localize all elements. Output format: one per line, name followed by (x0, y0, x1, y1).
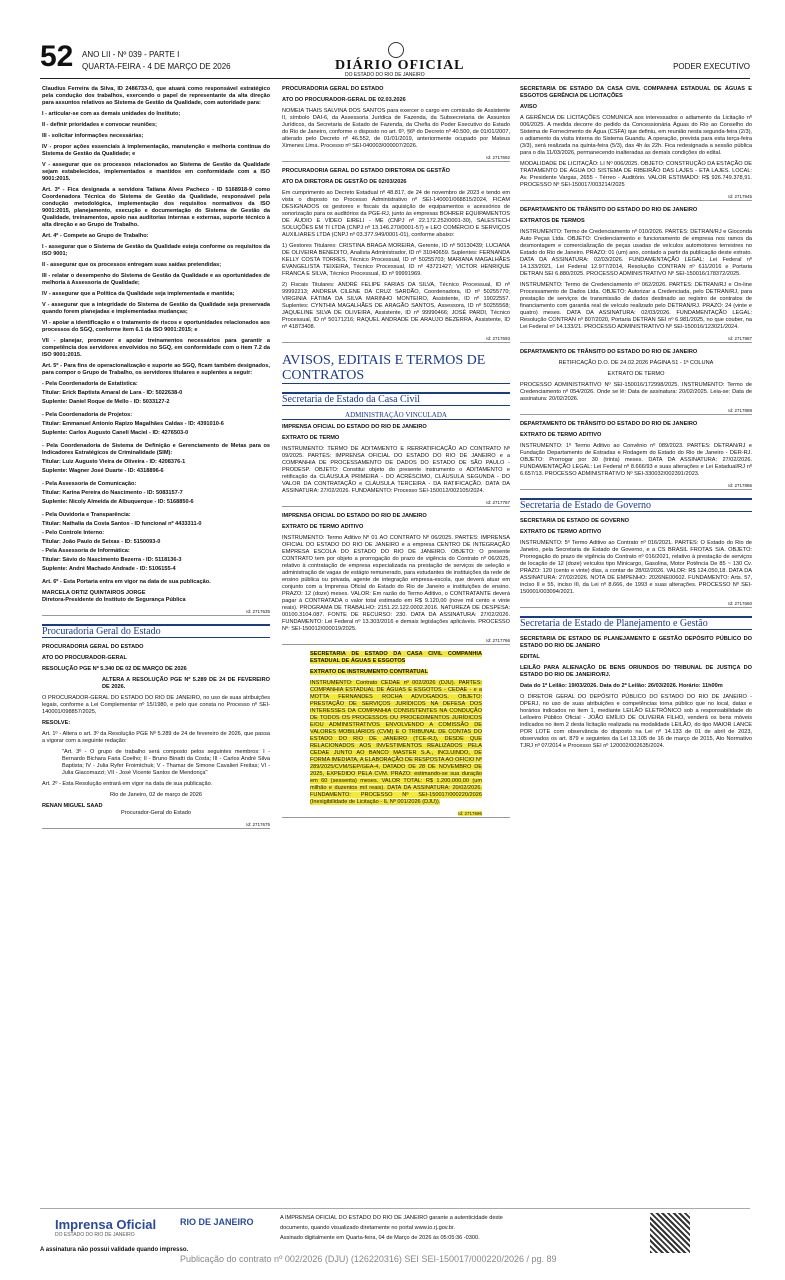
retification-note: RETIFICAÇÃO D.O. DE 24.02.2026 PÁGINA 51 - 1ª COLUNA (558, 360, 714, 366)
watermark-footer: Publicação do contrato nº 002/2026 (DJU) (126220316) SEI SEI-150017/000220/2026 / pg. 89 (180, 1254, 557, 1264)
column-1 (42, 86, 270, 835)
list-item: V - assegurar que os processos relacionados ao Sistema de Gestão da Qualidade sejam estabelecidos, implementados e mantidos em conformidade com a ISO 9001:2015. (42, 162, 270, 182)
imprensa-oficial-logo: Imprensa Oficial DO ESTADO DO RIO DE JANEIRO (55, 1217, 157, 1238)
suplente: Suplente: Wagner José Duarte - ID: 4318896-6 (42, 468, 164, 474)
body-text: INSTRUMENTO: Termo Aditivo Nº 01 AO CONTRATO Nº 06/2025. PARTES: IMPRENSA OFICIAL DO ESTADO DO RIO DE JANEIRO e a empresa CENTRO DE INTEGRAÇÃO EMPRESA ESCOLA DO ESTADO DO RIO DE JANEIRO. OBJETO: O presente CONTRATO tem por objeto a prorrogação do prazo de vigência do Contrato nº 06/2025, relativo à contratação de empresa especializada na prestação de serviços de seleção e administração de vagas de estágio remunerado, para estudantes de instituições da rede de ensino pública ou privada, agente de integração empresa-escola, que deverá atuar em conjunto com a Imprensa Oficial do Estado do Rio de Janeiro e instituições de ensino. PRAZO: 12 (doze) meses. VALOR: Em razão do Termo Aditivo, o CONTRATANTE deverá pagar à CONTRATADA o valor total estimado em R$ 9.120,00 (nove mil cento e vinte reais). PROGRAMA DE TRABALHO: 2151.22.122.0002.2016. NATUREZA DE DESPESA: 00100.3104.087. FONTE DE RECURSO: 230. DATA DA ASSINATURA: 27/02/2026. FUNDAMENTO: Lei Federal nº 13.303/2016 e demais legislações aplicáveis. PROCESSO Nº: SEI-150012/000019/2025. (282, 535, 510, 632)
resolution-title: RESOLUÇÃO PGE Nº 5.340 DE 02 DE MARÇO DE 2026 (42, 666, 187, 672)
page-footer (40, 1208, 750, 1257)
suplente: Suplente: Nicoly Almeida de Albuquerque - ID: 5168850-6 (42, 499, 194, 505)
heading: DEPARTAMENTO DE TRÂNSITO DO ESTADO DO RIO DE JANEIRO (520, 349, 698, 355)
titular: Titular: João Paulo de Seixas - ID: 5150093-0 (42, 539, 161, 545)
list-item: III - relatar o desempenho do Sistema de Gestão da Qualidade e as oportunidades de melhoria à Assessoria de Qualidade; (42, 273, 270, 286)
group-title: - Pela Coordenadoria de Sistema de Definição e Gerenciamento de Metas para os Indicadores Estratégicos de Criminalidade (SIM): (42, 443, 270, 456)
section-heading: Procuradoria Geral do Estado (42, 624, 270, 638)
page-header (40, 40, 750, 79)
resolution-subject: ALTERA A RESOLUÇÃO PGE Nº 5.289 DE 24 DE FEVEREIRO DE 2026. (102, 677, 270, 690)
body-text: 1) Gestores Titulares: CRISTINA BRAGA MOREIRA, Gerente, ID nº 50130439; LUCIANA DE OLIVEIRA BENEDITO, Analista Administrador, ID nº 31040659. Suplentes: FERNANDA KELLY COSTA TORRES, Técnico Processual, ID nº 50255703; MARIANA MAGALHÃES EVANGELISTA TEIXEIRA, Técnico Processual, ID nº 43721427; VICTOR HENRIQUE FRANCA E SILVA, Técnico Processual, ID nº 99991969. (282, 243, 510, 277)
list-item: IV - assegurar que a Política da Qualidade seja implementada e mantida; (42, 291, 235, 297)
resolution-body: O PROCURADOR-GERAL DO ESTADO DO RIO DE JANEIRO, no uso de suas atribuições legais, conforme a Lei Complementar nº 15/1980, e pelo que consta no Processo nº SEI-140001/098857/2025, (42, 695, 270, 715)
body-text: INSTRUMENTO: 5º Termo Aditivo ao Contrato nº 016/2021. PARTES: O Estado do Rio de Janeiro, pela Secretaria de Estado de Governo, e a CS BRASIL FROTAS S/A. OBJETO: Prorrogação do prazo de vigência do Contrato nº 016/2021, relativo à prestação de serviços de locação de 12 (doze) veículos tipo Minicargo, Gasolina, Motor Potência De 85 ~ 130 Cv. PRAZO: 120 (cento e vinte) dias, a contar de 28/02/2026. VALOR: R$ 124.050,18. DATA DA ASSINATURA: 27/02/2026. NOTA DE EMPENHO: 2026NE00602. FUNDAMENTO: Arts. 57, inciso II e 55, inciso III, da Lei nº 8.666, de 1993 e suas alterações. PROCESSO Nº SEI-150001/003094/2021. (520, 540, 752, 595)
body-text: INSTRUMENTO: TERMO DE ADITAMENTO E RERRATIFICAÇÃO AO CONTRATO Nº 09/2025. PARTES: IMPRENSA OFICIAL DO ESTADO DO RIO DE JANEIRO e a COMPANHIA DE PROCESSAMENTO DE DADOS DO ESTADO DE SÃO PAULO - PRODESP. OBJETO: Constitui objeto do presente instrumento o ADITAMENTO e retificação da CLÁUSULA PRIMEIRA - DO ACRÉSCIMO, CLÁUSULA SEGUNDA - DO VALOR DA CONTRATAÇÃO e CLÁUSULA TERCEIRA - DA RATIFICAÇÃO. DATA DA ASSINATURA: 27/02/2026. FUNDAMENTO: Processo SEI-150012/002105/2024. (282, 446, 510, 494)
publication-id: Id: 2717660 (520, 600, 752, 608)
body-text: 2) Fiscais Titulares: ANDRÉ FELIPE FARIAS DA SILVA, Técnico Processual, ID nº 99992213; ANDREIA CILENE DA CRUZ SARDÃO, Coordenadora, ID nº 50255770; VIRGINIA FÁTIMA DA SILVA MARINHO MONTEIRO, Assistente, ID nº 19022557. Suplentes: CYNTHIA MAGALHÃES DE ARAGÃO SANTOS, Assessora, ID nº 50255568; JAQUELINE SILVA DE OLIVEIRA, Assistente, ID nº 99990466; JOSÉ PARDI, Técnico Processual, ID nº 50171216; RAQUEL ANDRADE DE ARAUJO BEZERRA, Assistente, ID nº 41873408. (282, 282, 510, 330)
list-item: V - assegurar que a integridade do Sistema de Gestão da Qualidade seja preservada quando forem planejadas e implementadas mudanças; (42, 302, 270, 315)
state-seal-icon (388, 42, 404, 58)
authenticity-notice: A IMPRENSA OFICIAL DO ESTADO DO RIO DE JANEIRO garante a autenticidade deste documento, quando visualizado diretamente no portal www.io.rj.gov.br. Assinado digitalmente em Quarta-feira, 04 de Março de 2026 às 05:05:36 -0300. (280, 1215, 503, 1241)
heading: DEPARTAMENTO DE TRÂNSITO DO ESTADO DO RIO DE JANEIRO (520, 421, 698, 427)
auction-dates: Data do 1º Leilão: 19/03/2026. Data do 2º Leilão: 26/03/2026. Horário: 11h00m (520, 683, 723, 689)
item-list-2 (42, 244, 270, 359)
publication-id: Id: 2717766 (282, 637, 510, 645)
highlighted-heading: EXTRATO DE INSTRUMENTO CONTRATUAL (310, 669, 428, 675)
column-3 (520, 86, 752, 754)
state-government-logo: RIO DE JANEIRO (180, 1217, 254, 1227)
heading: ATO DO PROCURADOR-GERAL DE 02.03.2026 (282, 97, 406, 103)
heading: IMPRENSA OFICIAL DO ESTADO DO RIO DE JANEIRO (282, 424, 427, 430)
resolve-label: RESOLVE: (42, 720, 71, 726)
column-2 (282, 86, 510, 824)
place-date: Rio de Janeiro, 02 de março de 2026 (109, 792, 203, 798)
publication-id: Id: 2717767 (282, 499, 510, 507)
art6-text: Art. 6º - Esta Portaria entra em vigor na data de sua publicação. (42, 579, 211, 585)
group-title: - Pelo Controle Interno: (42, 530, 105, 536)
signature: RENAN MIGUEL SAAD (42, 803, 103, 809)
group-title: - Pela Coordenadoria de Estatística: (42, 381, 138, 387)
group-title: - Pela Assessoria de Informática: (42, 548, 130, 554)
article-2: Art. 2º - Esta Resolução entrará em vigor na data de sua publicação. (42, 781, 213, 787)
signature-role: Diretora-Presidente do Instituto de Segurança Pública (42, 597, 186, 603)
heading: PROCURADORIA GERAL DO ESTADO (282, 86, 384, 92)
heading: SECRETARIA DE ESTADO DA CASA CIVIL COMPANHIA ESTADUAL DE ÁGUAS E ESGOTOS GERÊNCIA DE LICITAÇÕES (520, 86, 752, 99)
list-item: II - definir prioridades e convocar reuniões; (42, 122, 158, 128)
suplente: Suplente: Carlos Augusto Caneli Maciel - ID: 4276503-0 (42, 430, 189, 436)
publication-id: Id: 2717693 (282, 335, 510, 343)
publication-id: Id: 2717692 (282, 154, 510, 162)
edition-info: ANO LII - Nº 039 - PARTE I (82, 50, 180, 59)
heading: EXTRATO DE TERMO ADITIVO (282, 524, 364, 530)
titular: Titular: Emmanuel Antonio Rapizo Magalhães Caldas - ID: 4391010-6 (42, 421, 224, 427)
group-title: - Pela Ouvidoria e Transparência: (42, 512, 131, 518)
body-text: INSTRUMENTO: 1º Termo Aditivo ao Convênio nº 089/2023. PARTES: DETRAN/RJ e Fundação Departamento de Estradas e Rodagem do Estado do Rio de Janeiro - DER-RJ. OBJETO: Prorrogar por 30 (trinta) meses. DATA DA ASSINATURA: 27/02/2026. FUNDAMENTAÇÃO LEGAL: Lei Federal nº 8.666/93 e suas alterações e Lei Estadual/RJ nº 6.657/13. PROCESSO ADMINISTRATIVO Nº SEI-330032/002391/2023. (520, 443, 752, 477)
body-text: O DIRETOR GERAL DO DEPÓSITO PÚBLICO DO ESTADO DO RIO DE JANEIRO - DPERJ, no uso de suas atribuições e competências torna público que no local, datas e horários indicados no item 1, mediante LEILÃO ELETRÔNICO sob a responsabilidade do Leiloeiro Público Oficial - JOÃO EMÍLIO DE OLIVEIRA FILHO, venderá os bens móveis indicados no item 2 desta licitação realizada na modalidade LEILÃO, do tipo MAIOR LANCE POR LOTE com observância do disposto na Lei nº 14.133 de 01 de abril de 2023, observados os art. 879 e seguintes da Lei 13.105 de 16 de março de 2015, Ato Normativo TJRJ nº 07/2014 e Processo SEI nº 120002/002635/2024. (520, 694, 752, 749)
masthead-title: DIÁRIO OFICIAL (335, 58, 465, 73)
heading: PROCURADORIA GERAL DO ESTADO (42, 644, 144, 650)
publication-id: Id: 2717696 (282, 810, 510, 818)
item-list-1 (42, 111, 270, 183)
heading: ATO DO PROCURADOR-GERAL (42, 655, 127, 661)
publication-id: Id: 2717635 (42, 608, 270, 616)
list-item: II - assegurar que os processos entregam suas saídas pretendidas; (42, 262, 222, 268)
art4-text: Art. 4º - Compete ao Grupo de Trabalho: (42, 233, 149, 239)
masthead-subtitle: DO ESTADO DO RIO DE JANEIRO (345, 72, 425, 78)
titular: Titular: Luiz Augusto Vieira de Oliveira - ID: 4208376-1 (42, 459, 186, 465)
art3-text: Art. 3º - Fica designada a servidora Tatiana Alves Pacheco - ID 5168918-9 como Coordenadora Técnica do Sistema de Gestão da Qualidade, responsável pela condução metodológica, implementação dos requisitos normativos da ISO 9001:2015, planejamento, execução e documentação do Sistema de Gestão da Qualidade, treinamentos, apoio nas auditorias internas e externas, suporte técnico à alta direção e ao Grupo de Trabalho. (42, 187, 270, 228)
highlighted-heading: SECRETARIA DE ESTADO DA CASA CIVIL COMPANHIA ESTADUAL DE ÁGUAS E ESGOTOS (310, 651, 482, 664)
signature-role: Procurador-Geral do Estado (121, 810, 191, 816)
art5-text: Art. 5º - Para fins de operacionalização e suporte ao SGQ, ficam também designados, para compor o Grupo de Trabalho, os servidores titulares e suplentes a seguir: (42, 363, 270, 376)
heading: AVISO (520, 104, 537, 110)
section-heading: Secretaria de Estado de Planejamento e Gestão (520, 616, 752, 630)
heading: EXTRATO DE TERMO (607, 371, 665, 377)
subsection-heading: ADMINISTRAÇÃO VINCULADA (282, 412, 510, 420)
heading: LEILÃO PARA ALIENAÇÃO DE BENS ORIUNDOS DO TRIBUNAL DE JUSTIÇA DO ESTADO DO RIO DE JANEIRO/RJ. (520, 665, 752, 678)
suplente: Suplente: Daniel Roque de Mello - ID: 5033127-2 (42, 399, 170, 405)
quoted-article: "Art. 3º - O grupo de trabalho será composto pelos seguintes membros: I - Bernardo Bichara Faria Coelho; II - Bruno Binatti da Costa; III - Carlos André Silva Baptista; IV - Julia Ryfer Froimtchuk; V - Thamar de Simone Cavalieri Freitas; VI - Julia Giacomazzi; VII - José Vicente Santos de Mendonça" (62, 749, 270, 776)
section-heading: Secretaria de Estado da Casa Civil (282, 392, 510, 406)
body-text: INSTRUMENTO: Termo de Credenciamento nº 010/2026. PARTES: DETRAN/RJ e Gioconda Auto Peças Ltda. OBJETO: Credenciamento e funcionamento de empresa nos ramos da desmontagem e comercialização de peças usadas de veículos automotores terrestres no Estado do Rio de Janeiro. PRAZO: 01 (um) ano, contado a partir da publicação deste extrato. DATA DA ASSINATURA: 02/03/2026. FUNDAMENTAÇÃO LEGAL: Lei Federal nº 14.133/2021, Lei Federal 12.977/2014, Resolução CONTRAN nº 611/2016 e Portaria DETRAN SEI 6.880/2025. PROCESSO ADMINISTRATIVO Nº SEI-150016/178372/2025. (520, 229, 752, 277)
group-title: - Pela Coordenadoria de Projetos: (42, 412, 133, 418)
suplente: Suplente: André Machado Andrade - ID: 5106155-4 (42, 566, 176, 572)
group-title: - Pela Assessoria de Comunicação: (42, 481, 137, 487)
disclaimer: A assinatura não possui validade quando impresso. (40, 1247, 189, 1253)
titular: Titular: Nathalia da Costa Santos - ID funcional nº 4433311-0 (42, 521, 202, 527)
heading: EXTRATO DE TERMO ADITIVO (520, 529, 602, 535)
heading: SECRETARIA DE ESTADO DE PLANEJAMENTO E GESTÃO DEPÓSITO PÚBLICO DO ESTADO DO RIO DE JANEIRO (520, 636, 752, 649)
highlighted-contract-text: INSTRUMENTO: Contrato CEDAE nº 002/2026 (DJU). PARTES: COMPANHIA ESTADUAL DE ÁGUAS E ESGOTOS - CEDAE - e a MOTTA FERNANDES ROCHA ADVOGADOS. OBJETO: PRESTAÇÃO DE SERVIÇOS JURÍDICOS NA DEFESA DOS INTERESSES DA COMPANHIA CONSISTENTES NA CONDUÇÃO DE TODOS OS PROCESSOS OU PROCEDIMENTOS JURÍDICOS E/OU ADMINISTRATIVOS ENVOLVENDO A COMISSÃO DE VALORES MOBILIÁRIOS (CVM) E O TRIBUNAL DE CONTAS DO ESTADO DO RIO DE JANEIRO (TCE-RJ), DESDE QUE RELACIONADOS AOS INVESTIMENTOS REALIZADOS PELA CEDAE JUNTO AO BANCO MASTER S.A., INCLUINDO, DE FORMA IMEDIATA, A ELABORAÇÃO DE RESPOSTA AO OFÍCIO Nº 289/2025/CVM/SEP/GEA-4, DATADO DE 28 DE NOVEMBRO DE 2025, EXPEDIDO PELA CVM. PRAZO: estimando-se sua duração em 60 (sessenta) meses. VALOR TOTAL: R$ 1.200.000,00 (um milhão e duzentos mil reais). DATA DA ASSINATURA: 20/02/2026. FUNDAMENTO: PROCESSO Nº SEI-150017/000220/2026 (Inexigibilidade de Licitação - IL Nº 001/2026 (DJU)). (310, 680, 482, 805)
signature: MARCELA ORTIZ QUINTAIROS JORGE (42, 590, 146, 596)
titular: Titular: Karina Pereira do Nascimento - ID: 5083157-7 (42, 490, 183, 496)
page-number: 52 (40, 40, 74, 73)
heading: EXTRATO DE TERMO (282, 435, 340, 441)
heading: EXTRATOS DE TERMOS (520, 218, 585, 224)
body-text: NOMEIA THAIS SALVINA DOS SANTOS para exercer o cargo em comissão de Assistente II, símbolo DAI-6, da Assessoria Jurídica de Fazenda, da Subsecretaria de Assuntos Jurídicos, da Secretaria de Estado de Fazenda, da Chefia do Poder Executivo do Estado do Rio de Janeiro, conforme o disposto no art. 6º, §6º do Decreto nº 40.500, de 01/01/2007, alterado pelo Decreto nº 46.552, de 01/01/2019, anteriormente ocupado por Mateus Ximenes Lima. Processo nº SEI-040003/000007/2026. (282, 108, 510, 149)
list-item: III - solicitar informações necessárias; (42, 133, 144, 139)
edition-date: QUARTA-FEIRA - 4 DE MARÇO DE 2026 (82, 62, 231, 71)
heading: EDITAL (520, 654, 540, 660)
publication-id: Id: 2717886 (520, 482, 752, 490)
heading: DEPARTAMENTO DE TRÂNSITO DO ESTADO DO RIO DE JANEIRO (520, 207, 698, 213)
body-text: PROCESSO ADMINISTRATIVO Nº SEI-150016/172998/2025. INSTRUMENTO: Termo de Credenciamento nº 054/2026. Onde se lê: Data de assinatura: 20/02/2025. Leia-se: Data de assinatura: 20/02/2026. (520, 382, 752, 402)
intro-text: Claudius Ferreira da Silva, ID 2486733-0, que atuará como responsável estratégico pela condução dos trabalhos, exercendo o papel de representante da alta direção para assuntos relativos ao Sistema de Gestão da Qualidade, com autoridade para: (42, 86, 270, 106)
publication-id: Id: 2717888 (520, 407, 752, 415)
heading: SECRETARIA DE ESTADO DE GOVERNO (520, 518, 629, 524)
heading: EXTRATO DE TERMO ADITIVO (520, 432, 602, 438)
body-text: INSTRUMENTO: Termo de Credenciamento nº 062/2026. PARTES: DETRAN/RJ e On-line Processamento de Dados Ltda. OBJETO: Autorizar a Credenciada, pelo DETRAN/RJ, para prestação de serviços de transmissão de dados destinado ao registro de contratos de financiamento com garantia real de veículo realizado pelo DETRAN/RJ. PRAZO: 24 (vinte e quatro) meses. DATA DA ASSINATURA: 02/03/2026. FUNDAMENTAÇÃO LEGAL: Resolução CONTRAN nº 807/2020, Portaria DETRAN SEI nº 6.981/2025, no que couber, na Lei Federal nº 14.133/21. PROCESSO ADMINISTRATIVO Nº SEI-150016/123021/2024. (520, 282, 752, 330)
article-1: Art. 1º - Altera o art. 3º da Resolução PGE Nº 5.289 de 24 de fevereiro de 2026, que passa a vigorar com a seguinte redação: (42, 731, 270, 744)
publication-id: Id: 2717887 (520, 335, 752, 343)
heading: ATO DA DIRETORA DE GESTÃO DE 02/03/2026 (282, 179, 407, 185)
titular: Titular: Sávio do Nascimento Bezerra - ID: 5118136-3 (42, 557, 182, 563)
publication-id: Id: 2717675 (42, 821, 270, 829)
section-heading: Secretaria de Estado de Governo (520, 498, 752, 512)
heading: IMPRENSA OFICIAL DO ESTADO DO RIO DE JANEIRO (282, 513, 427, 519)
section-banner: AVISOS, EDITAIS E TERMOS DE CONTRATOS (282, 353, 510, 384)
qr-code-icon (650, 1213, 690, 1253)
titular: Titular: Erick Baptista Amaral de Lara - ID: 5022638-0 (42, 390, 183, 396)
group-list (42, 381, 270, 573)
body-text: Em cumprimento ao Decreto Estadual nº 48.817, de 24 de novembro de 2023 e tendo em vista o disposto no Processo Administrativo nº SEI-140001/068815/2024, FICAM DESIGNADOS os gestores e fiscais da aquisição de equipamentos e acessórios de sonorização para os auditórios da PGE-RJ, junto às empresas BOHRER EQUIPAMENTOS DE ÁUDIO E VÍDEO EIRELI - ME (CNPJ nº 22.172.252/0001-30), SALESTECH SOLUÇÕES EM TI LTDA (CNPJ nº 13.146.270/0001-57) e LEO COMÉRCIO E SERVIÇOS AUXILIARES LTDA (CNPJ nº 03.377.949/0001-01), conforme abaixo: (282, 190, 510, 238)
section-label: PODER EXECUTIVO (673, 62, 750, 71)
list-item: VI - apoiar a identificação e o tratamento de riscos e oportunidades relacionados aos processos do SGQ, conforme item 6.1 da ISO 9001:2015; e (42, 320, 270, 333)
publication-id: Id: 2717945 (520, 193, 752, 201)
body-text: A GERÊNCIA DE LICITAÇÕES COMUNICA aos interessados o adiamento da Licitação nº 006/2025. A medida decorre do pedido da Concessionária Águas do Rio ao Conselho do Sistema de Fornecimento de Água (CSFA) que definiu, em reunião nesta segunda-feira (2/3), o adiamento da visita interna do Sistema Guandu. A operação, prevista para esta terça-feira (3/3), será realizada na quinta-feira (5/3), das 4h às 22h. Fica redesignada a sessão pública para o dia 11/03/2026, permanecendo inalteradas as demais condições do edital. (520, 115, 752, 156)
body-text: MODALIDADE DE LICITAÇÃO: LI Nº 006/2025. OBJETO: CONSTRUÇÃO DA ESTAÇÃO DE TRATAMENTO DE ÁGUA DO SISTEMA DE RIBEIRÃO DAS LAJES - ETA LAJES. LOCAL: Av. Presidente Vargas, 2655 - Térreo - Auditório. VALOR ESTIMADO: R$ 926.749.378,91. PROCESSO Nº SEI-150017/003214/2025 (520, 161, 752, 188)
list-item: VII - planejar, promover e apoiar treinamentos necessários para garantir a competência dos servidores envolvidos no SGQ, em conformidade com o item 7.2 da ISO 9001:2015. (42, 338, 270, 358)
list-item: I - assegurar que o Sistema de Gestão da Qualidade esteja conforme os requisitos da ISO 9001; (42, 244, 270, 257)
heading: PROCURADORIA GERAL DO ESTADO DIRETORIA DE GESTÃO (282, 168, 451, 174)
list-item: I - articular-se com as demais unidades do Instituto; (42, 111, 181, 117)
list-item: IV - propor ações essenciais à implementação, manutenção e melhoria contínua do Sistema de Gestão da Qualidade; e (42, 144, 270, 157)
